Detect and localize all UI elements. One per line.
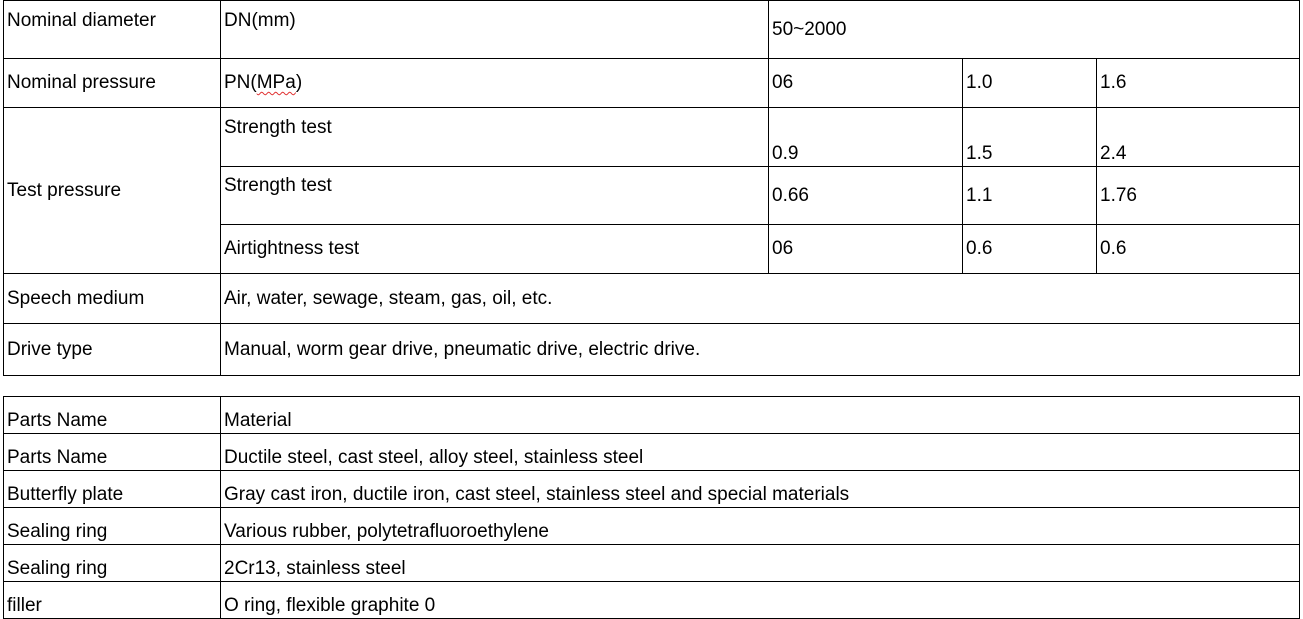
test-2-value-1: 0.66 — [769, 167, 963, 225]
nominal-pressure-unit — [221, 59, 769, 108]
nominal-diameter-row — [4, 1, 1300, 59]
nominal-diameter-value: 50~2000 — [769, 1, 1300, 59]
test-1-value-3: 2.4 — [1097, 108, 1300, 167]
test-1-value-2: 1.5 — [963, 108, 1097, 167]
speech-medium-row — [4, 274, 1300, 324]
unit-prefix: PN( — [224, 72, 257, 93]
nominal-diameter-unit: DN(mm) — [221, 1, 769, 59]
nominal-pressure-value-3: 1.6 — [1097, 59, 1300, 108]
part-name: Butterfly plate — [4, 471, 221, 508]
unit-main: MPa — [256, 72, 296, 93]
parts-row — [4, 545, 1300, 582]
nominal-pressure-value-1: 06 — [769, 59, 963, 108]
test-name-3: Airtightness test — [221, 225, 769, 274]
test-3-value-2: 0.6 — [963, 225, 1097, 274]
part-material: Ductile steel, cast steel, alloy steel, stainless steel — [221, 434, 1300, 471]
parts-row — [4, 471, 1300, 508]
test-pressure-label: Test pressure — [4, 108, 221, 274]
part-material: Gray cast iron, ductile iron, cast steel, stainless steel and special materials — [221, 471, 1300, 508]
nominal-diameter-label: Nominal diameter — [4, 1, 221, 59]
nominal-pressure-value-2: 1.0 — [963, 59, 1097, 108]
test-name-1: Strength test — [221, 108, 769, 167]
test-1-value-1: 0.9 — [769, 108, 963, 167]
test-2-value-3: 1.76 — [1097, 167, 1300, 225]
test-3-value-1: 06 — [769, 225, 963, 274]
part-name: Sealing ring — [4, 508, 221, 545]
unit-suffix: ) — [295, 72, 303, 93]
test-3-value-3: 0.6 — [1097, 225, 1300, 274]
test-2-value-2: 1.1 — [963, 167, 1097, 225]
test-pressure-row-1 — [4, 108, 1300, 167]
nominal-pressure-row — [4, 59, 1300, 108]
part-material: 2Cr13, stainless steel — [221, 545, 1300, 582]
speech-medium-value: Air, water, sewage, steam, gas, oil, etc. — [221, 274, 1300, 324]
drive-type-row — [4, 324, 1300, 376]
parts-row — [4, 434, 1300, 471]
part-name: Sealing ring — [4, 545, 221, 582]
drive-type-value: Manual, worm gear drive, pneumatic drive, electric drive. — [221, 324, 1300, 376]
part-material: Material — [221, 397, 1300, 434]
part-name: Parts Name — [4, 434, 221, 471]
part-name: filler — [4, 582, 221, 619]
parts-row — [4, 397, 1300, 434]
parts-row — [4, 582, 1300, 619]
part-name: Parts Name — [4, 397, 221, 434]
speech-medium-label: Speech medium — [4, 274, 221, 324]
nominal-pressure-label: Nominal pressure — [4, 59, 221, 108]
drive-type-label: Drive type — [4, 324, 221, 376]
parts-material-table — [3, 396, 1300, 619]
part-material: O ring, flexible graphite 0 — [221, 582, 1300, 619]
parts-row — [4, 508, 1300, 545]
specification-table — [3, 0, 1300, 376]
part-material: Various rubber, polytetrafluoroethylene — [221, 508, 1300, 545]
test-name-2: Strength test — [221, 167, 769, 225]
